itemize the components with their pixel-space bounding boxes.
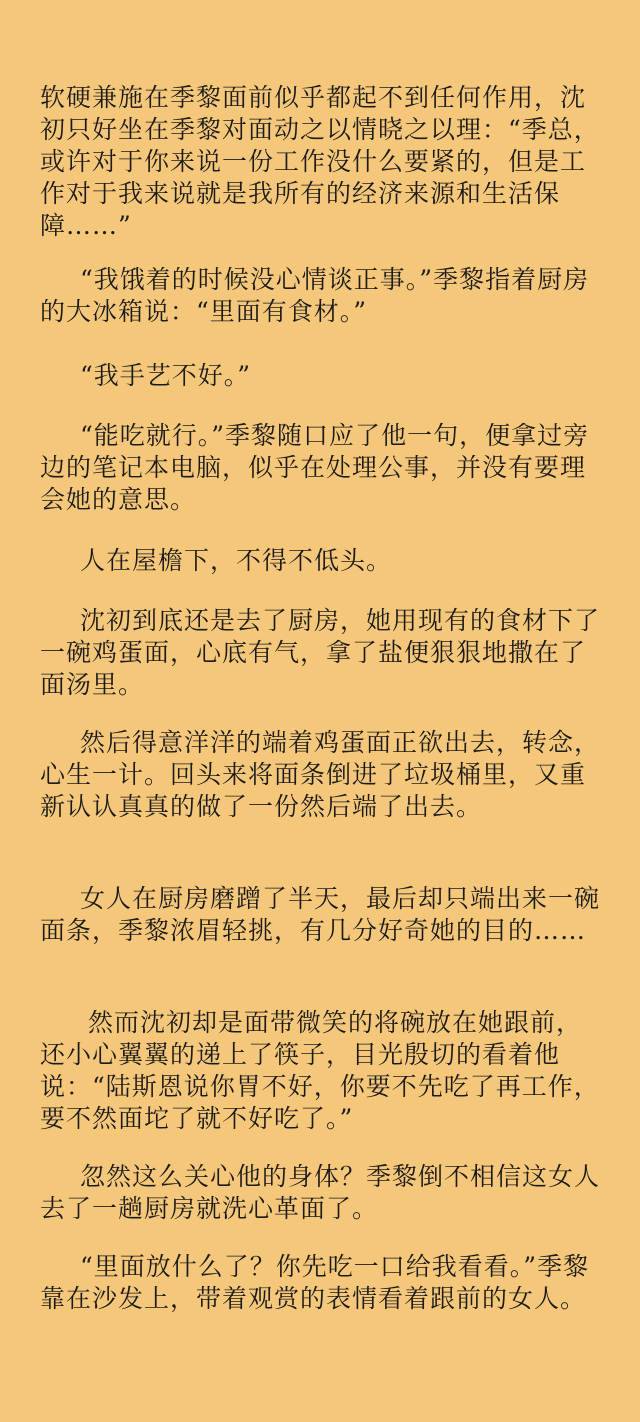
- paragraph-8: 女人在厨房磨蹭了半天，最后却只端出来一碗面条，季黎浓眉轻挑，有几分好奇她的目的……: [40, 884, 601, 945]
- paragraph-9: 然而沈初却是面带微笑的将碗放在她跟前，还小心翼翼的递上了筷子，目光殷切的看着他说：“陆斯恩说你胃不好，你要不先吃了再工作，要不然面坨了就不好吃了。”: [40, 1008, 600, 1133]
- paragraph-1: 软硬兼施在季黎面前似乎都起不到任何作用，沈初只好坐在季黎对面动之以情晓之以理：“季总，或许对于你来说一份工作没什么要紧的，但是工作对于我来说就是我所有的经济来源和生活保障……”: [40, 83, 600, 240]
- paragraph-7: 然后得意洋洋的端着鸡蛋面正欲出去，转念，心生一计。回头来将面条倒进了垃圾桶里，又重新认认真真的做了一份然后端了出去。: [40, 728, 601, 821]
- paragraph-11: “里面放什么了？你先吃一口给我看看。”季黎靠在沙发上，带着观赏的表情看着跟前的女人。: [40, 1252, 590, 1313]
- paragraph-4: “能吃就行。”季黎随口应了他一句，便拿过旁边的笔记本电脑，似乎在处理公事，并没有要理会她的意思。: [40, 421, 590, 514]
- paragraph-3: “我手艺不好。”: [80, 361, 252, 390]
- paragraph-6: 沈初到底还是去了厨房，她用现有的食材下了一碗鸡蛋面，心底有气，拿了盐便狠狠地撒在了面汤里。: [40, 606, 601, 699]
- paragraph-2: “我饿着的时候没心情谈正事。”季黎指着厨房的大冰箱说：“里面有食材。”: [40, 265, 590, 326]
- paragraph-5: 人在屋檐下，不得不低头。: [80, 546, 393, 575]
- paragraph-10: 忽然这么关心他的身体？季黎倒不相信这女人去了一趟厨房就洗心革面了。: [40, 1162, 601, 1223]
